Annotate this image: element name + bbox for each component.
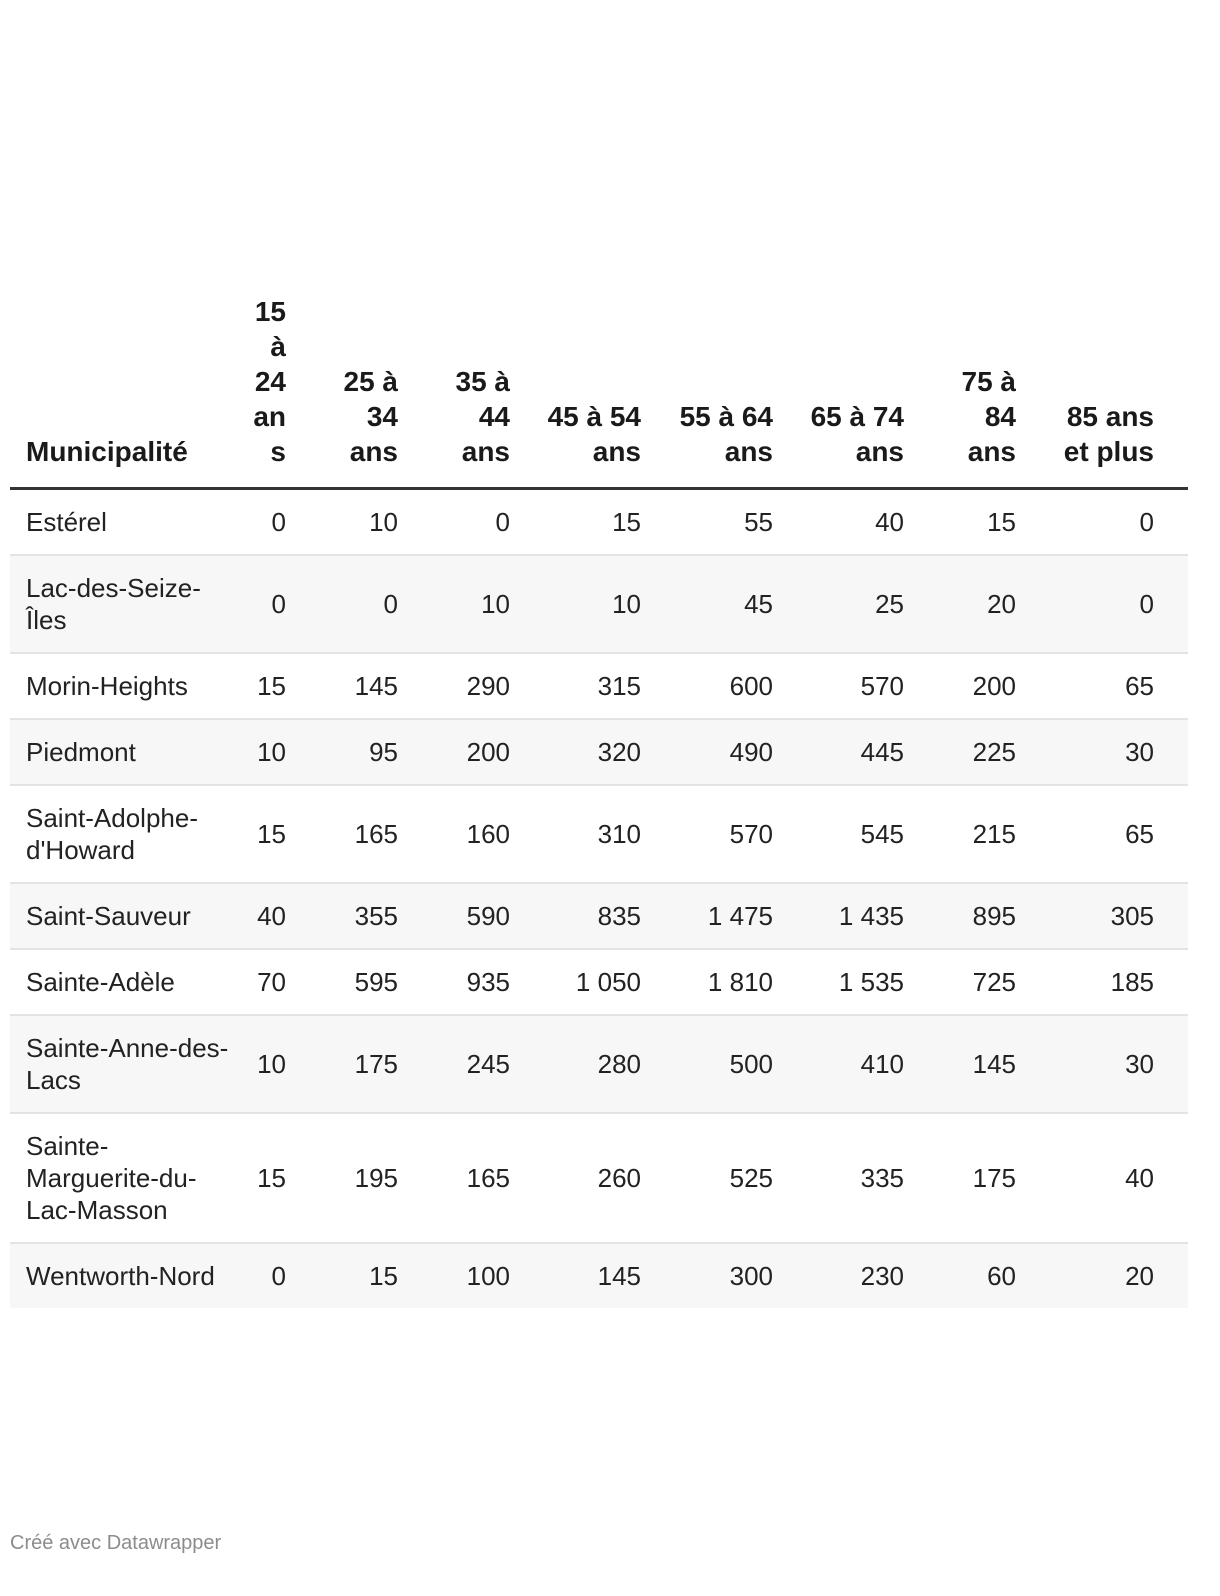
table-row: [10, 719, 1188, 785]
value-cell: 40: [240, 883, 320, 949]
value-cell: 65: [1050, 785, 1188, 883]
value-cell: 300: [675, 1243, 807, 1308]
municipality-name-cell: Sainte-Adèle: [10, 949, 240, 1015]
value-cell: 1 435: [807, 883, 938, 949]
value-cell: 10: [240, 719, 320, 785]
value-cell: 10: [432, 555, 544, 653]
table-row: [10, 1113, 1188, 1243]
value-cell: 445: [807, 719, 938, 785]
value-cell: 0: [1050, 489, 1188, 556]
value-cell: 1 475: [675, 883, 807, 949]
value-cell: 165: [432, 1113, 544, 1243]
value-cell: 230: [807, 1243, 938, 1308]
column-header-age-group: 35 à 44 ans: [432, 290, 544, 489]
value-cell: 725: [938, 949, 1050, 1015]
value-cell: 570: [675, 785, 807, 883]
value-cell: 15: [544, 489, 675, 556]
value-cell: 10: [320, 489, 432, 556]
value-cell: 310: [544, 785, 675, 883]
table-row: [10, 949, 1188, 1015]
value-cell: 15: [240, 653, 320, 719]
value-cell: 145: [320, 653, 432, 719]
value-cell: 200: [432, 719, 544, 785]
column-header-municipality: Municipalité: [10, 290, 240, 489]
value-cell: 95: [320, 719, 432, 785]
value-cell: 40: [1050, 1113, 1188, 1243]
value-cell: 525: [675, 1113, 807, 1243]
value-cell: 0: [240, 489, 320, 556]
value-cell: 895: [938, 883, 1050, 949]
value-cell: 215: [938, 785, 1050, 883]
value-cell: 835: [544, 883, 675, 949]
municipality-name-cell: Saint-Sauveur: [10, 883, 240, 949]
table-row: [10, 883, 1188, 949]
value-cell: 40: [807, 489, 938, 556]
table-row: [10, 555, 1188, 653]
value-cell: 1 050: [544, 949, 675, 1015]
column-header-age-group: 75 à 84 ans: [938, 290, 1050, 489]
value-cell: 15: [938, 489, 1050, 556]
value-cell: 45: [675, 555, 807, 653]
municipality-name-cell: Wentworth-Nord: [10, 1243, 240, 1308]
data-table-container: [10, 290, 1188, 1308]
value-cell: 15: [240, 785, 320, 883]
column-header-age-group: 25 à 34 ans: [320, 290, 432, 489]
value-cell: 280: [544, 1015, 675, 1113]
value-cell: 0: [320, 555, 432, 653]
value-cell: 145: [938, 1015, 1050, 1113]
value-cell: 0: [240, 1243, 320, 1308]
column-header-age-group: 45 à 54 ans: [544, 290, 675, 489]
municipality-name-cell: Saint-Adolphe-d'Howard: [10, 785, 240, 883]
value-cell: 1 535: [807, 949, 938, 1015]
column-header-age-group: 55 à 64 ans: [675, 290, 807, 489]
value-cell: 20: [1050, 1243, 1188, 1308]
value-cell: 175: [938, 1113, 1050, 1243]
value-cell: 315: [544, 653, 675, 719]
municipality-name-cell: Estérel: [10, 489, 240, 556]
value-cell: 200: [938, 653, 1050, 719]
value-cell: 195: [320, 1113, 432, 1243]
table-row: [10, 653, 1188, 719]
value-cell: 10: [544, 555, 675, 653]
value-cell: 500: [675, 1015, 807, 1113]
value-cell: 490: [675, 719, 807, 785]
value-cell: 165: [320, 785, 432, 883]
table-header-row: [10, 290, 1188, 489]
value-cell: 335: [807, 1113, 938, 1243]
value-cell: 305: [1050, 883, 1188, 949]
value-cell: 145: [544, 1243, 675, 1308]
value-cell: 70: [240, 949, 320, 1015]
value-cell: 25: [807, 555, 938, 653]
table-row: [10, 1243, 1188, 1308]
column-header-age-group: 15 à 24 ans: [240, 290, 320, 489]
value-cell: 0: [240, 555, 320, 653]
table-row: [10, 785, 1188, 883]
value-cell: 545: [807, 785, 938, 883]
value-cell: 30: [1050, 719, 1188, 785]
municipality-name-cell: Morin-Heights: [10, 653, 240, 719]
value-cell: 15: [320, 1243, 432, 1308]
municipality-name-cell: Lac-des-Seize-Îles: [10, 555, 240, 653]
value-cell: 15: [240, 1113, 320, 1243]
value-cell: 175: [320, 1015, 432, 1113]
value-cell: 320: [544, 719, 675, 785]
value-cell: 570: [807, 653, 938, 719]
value-cell: 245: [432, 1015, 544, 1113]
value-cell: 100: [432, 1243, 544, 1308]
value-cell: 20: [938, 555, 1050, 653]
value-cell: 30: [1050, 1015, 1188, 1113]
value-cell: 55: [675, 489, 807, 556]
age-distribution-table: [10, 290, 1188, 1308]
column-header-age-group: 65 à 74 ans: [807, 290, 938, 489]
municipality-name-cell: Sainte-Anne-des-Lacs: [10, 1015, 240, 1113]
value-cell: 260: [544, 1113, 675, 1243]
column-header-age-group: 85 ans et plus: [1050, 290, 1188, 489]
municipality-name-cell: Piedmont: [10, 719, 240, 785]
value-cell: 590: [432, 883, 544, 949]
datawrapper-credit: Créé avec Datawrapper: [10, 1532, 222, 1554]
value-cell: 595: [320, 949, 432, 1015]
value-cell: 1 810: [675, 949, 807, 1015]
value-cell: 160: [432, 785, 544, 883]
value-cell: 10: [240, 1015, 320, 1113]
value-cell: 600: [675, 653, 807, 719]
value-cell: 355: [320, 883, 432, 949]
municipality-name-cell: Sainte-Marguerite-du-Lac-Masson: [10, 1113, 240, 1243]
table-body: [10, 489, 1188, 1309]
value-cell: 225: [938, 719, 1050, 785]
value-cell: 0: [432, 489, 544, 556]
value-cell: 185: [1050, 949, 1188, 1015]
table-row: [10, 489, 1188, 556]
value-cell: 290: [432, 653, 544, 719]
value-cell: 935: [432, 949, 544, 1015]
value-cell: 60: [938, 1243, 1050, 1308]
table-row: [10, 1015, 1188, 1113]
value-cell: 410: [807, 1015, 938, 1113]
value-cell: 65: [1050, 653, 1188, 719]
value-cell: 0: [1050, 555, 1188, 653]
